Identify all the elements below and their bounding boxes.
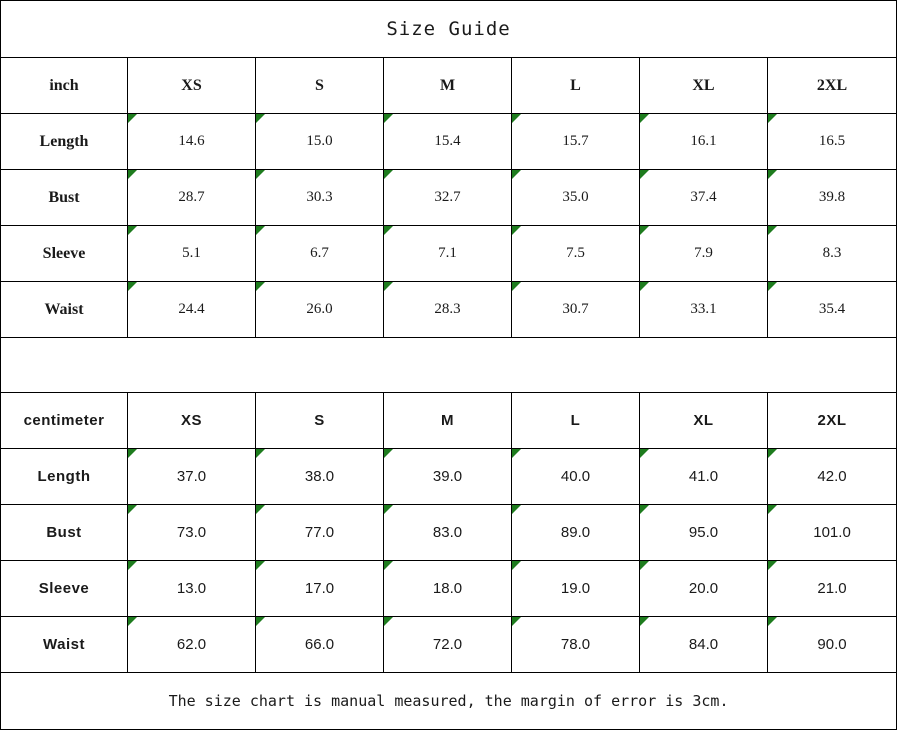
inch-waist-xs-value: 24.4 xyxy=(178,301,205,317)
cm-bust-m-cell xyxy=(384,505,512,561)
cell-flag-triangle-icon xyxy=(256,226,265,235)
cm-waist-xs-cell xyxy=(128,617,256,673)
cm-length-label: Length xyxy=(1,449,128,505)
measurement-note: The size chart is manual measured, the margin of error is 3cm. xyxy=(1,673,897,730)
cell-flag-triangle-icon xyxy=(512,226,521,235)
inch-length-row xyxy=(1,114,897,170)
cell-flag-triangle-icon xyxy=(768,561,777,570)
cell-flag-triangle-icon xyxy=(384,505,393,514)
cm-waist-row xyxy=(1,617,897,673)
cell-flag-triangle-icon xyxy=(768,226,777,235)
inch-waist-m-value: 28.3 xyxy=(434,301,461,317)
inch-sleeve-row xyxy=(1,226,897,282)
inch-size-header-l: L xyxy=(512,58,640,114)
cell-flag-triangle-icon xyxy=(512,114,521,123)
cell-flag-triangle-icon xyxy=(384,114,393,123)
cell-flag-triangle-icon xyxy=(640,114,649,123)
inch-sleeve-l-value: 7.5 xyxy=(566,245,585,261)
cell-flag-triangle-icon xyxy=(768,170,777,179)
inch-bust-s-value: 30.3 xyxy=(306,189,333,205)
cell-flag-triangle-icon xyxy=(512,170,521,179)
note-row xyxy=(1,673,897,730)
cell-flag-triangle-icon xyxy=(512,449,521,458)
cell-flag-triangle-icon xyxy=(128,170,137,179)
cell-flag-triangle-icon xyxy=(768,617,777,626)
inch-size-header-2xl: 2XL xyxy=(768,58,897,114)
cell-flag-triangle-icon xyxy=(256,282,265,291)
inch-length-xs-cell xyxy=(128,114,256,170)
cm-waist-l-value: 78.0 xyxy=(560,636,591,653)
inch-length-l-value: 15.7 xyxy=(562,133,589,149)
title-row xyxy=(1,1,897,58)
cell-flag-triangle-icon xyxy=(640,226,649,235)
inch-bust-l-value: 35.0 xyxy=(562,189,589,205)
cm-bust-xl-value: 95.0 xyxy=(688,524,719,541)
cm-size-header-m: M xyxy=(384,393,512,449)
cm-waist-2xl-cell xyxy=(768,617,897,673)
cm-length-l-value: 40.0 xyxy=(560,468,591,485)
inch-sleeve-s-cell xyxy=(256,226,384,282)
cm-size-header-l: L xyxy=(512,393,640,449)
inch-length-m-cell xyxy=(384,114,512,170)
cell-flag-triangle-icon xyxy=(384,226,393,235)
cm-waist-2xl-value: 90.0 xyxy=(817,636,847,653)
cm-size-header-xs: XS xyxy=(128,393,256,449)
cm-sleeve-row xyxy=(1,561,897,617)
cm-length-xs-cell xyxy=(128,449,256,505)
cm-sleeve-xs-cell xyxy=(128,561,256,617)
cm-length-xl-cell xyxy=(640,449,768,505)
cell-flag-triangle-icon xyxy=(256,617,265,626)
cm-waist-label: Waist xyxy=(1,617,128,673)
cm-bust-s-value: 77.0 xyxy=(304,524,335,541)
cm-unit-header: centimeter xyxy=(1,393,128,449)
inch-length-label: Length xyxy=(1,114,128,170)
inch-sleeve-xl-value: 7.9 xyxy=(694,245,713,261)
spacer-row xyxy=(1,338,897,393)
inch-size-header-s: S xyxy=(256,58,384,114)
cell-flag-triangle-icon xyxy=(384,282,393,291)
inch-waist-xl-value: 33.1 xyxy=(690,301,717,317)
cell-flag-triangle-icon xyxy=(128,449,137,458)
cm-sleeve-m-cell xyxy=(384,561,512,617)
cm-length-m-value: 39.0 xyxy=(432,468,463,485)
cell-flag-triangle-icon xyxy=(640,282,649,291)
cm-length-s-value: 38.0 xyxy=(304,468,335,485)
inch-length-2xl-cell xyxy=(768,114,897,170)
cell-flag-triangle-icon xyxy=(256,170,265,179)
cm-bust-s-cell xyxy=(256,505,384,561)
inch-bust-m-value: 32.7 xyxy=(434,189,461,205)
inch-bust-xs-value: 28.7 xyxy=(178,189,205,205)
cm-length-xs-value: 37.0 xyxy=(176,468,207,485)
cm-bust-xs-cell xyxy=(128,505,256,561)
cm-length-xl-value: 41.0 xyxy=(688,468,719,485)
cell-flag-triangle-icon xyxy=(640,617,649,626)
inch-sleeve-xs-cell xyxy=(128,226,256,282)
cm-bust-l-value: 89.0 xyxy=(560,524,591,541)
cell-flag-triangle-icon xyxy=(128,617,137,626)
inch-sleeve-xs-value: 5.1 xyxy=(182,245,201,261)
cm-length-s-cell xyxy=(256,449,384,505)
cm-bust-row xyxy=(1,505,897,561)
cell-flag-triangle-icon xyxy=(384,449,393,458)
cm-length-row xyxy=(1,449,897,505)
cell-flag-triangle-icon xyxy=(384,617,393,626)
cm-sleeve-xl-value: 20.0 xyxy=(688,580,719,597)
inch-bust-2xl-value: 39.8 xyxy=(818,189,846,205)
inch-sleeve-m-cell xyxy=(384,226,512,282)
inch-length-s-value: 15.0 xyxy=(306,133,333,149)
cell-flag-triangle-icon xyxy=(640,170,649,179)
page-title: Size Guide xyxy=(1,1,897,58)
cell-flag-triangle-icon xyxy=(384,561,393,570)
cm-bust-2xl-cell xyxy=(768,505,897,561)
cm-sleeve-l-value: 19.0 xyxy=(560,580,591,597)
cm-waist-xl-value: 84.0 xyxy=(688,636,719,653)
cm-bust-xl-cell xyxy=(640,505,768,561)
inch-length-xs-value: 14.6 xyxy=(178,133,205,149)
cell-flag-triangle-icon xyxy=(512,282,521,291)
cm-length-2xl-cell xyxy=(768,449,897,505)
inch-length-s-cell xyxy=(256,114,384,170)
inch-sleeve-label: Sleeve xyxy=(1,226,128,282)
inch-waist-label: Waist xyxy=(1,282,128,338)
cm-waist-s-cell xyxy=(256,617,384,673)
inch-sleeve-m-value: 7.1 xyxy=(438,245,457,261)
cm-waist-m-cell xyxy=(384,617,512,673)
inch-waist-m-cell xyxy=(384,282,512,338)
cm-size-header-xl: XL xyxy=(640,393,768,449)
cm-sleeve-s-value: 17.0 xyxy=(304,580,335,597)
cm-length-m-cell xyxy=(384,449,512,505)
cell-flag-triangle-icon xyxy=(512,505,521,514)
inch-waist-l-value: 30.7 xyxy=(562,301,589,317)
inch-waist-s-value: 26.0 xyxy=(306,301,333,317)
cell-flag-triangle-icon xyxy=(640,561,649,570)
inch-sleeve-s-value: 6.7 xyxy=(310,245,329,261)
cell-flag-triangle-icon xyxy=(768,114,777,123)
inch-length-m-value: 15.4 xyxy=(434,133,461,149)
cell-flag-triangle-icon xyxy=(128,561,137,570)
cm-sleeve-m-value: 18.0 xyxy=(432,580,463,597)
cm-length-2xl-value: 42.0 xyxy=(817,468,847,485)
cm-sleeve-xl-cell xyxy=(640,561,768,617)
cell-flag-triangle-icon xyxy=(768,282,777,291)
cell-flag-triangle-icon xyxy=(640,449,649,458)
inch-waist-l-cell xyxy=(512,282,640,338)
inch-bust-l-cell xyxy=(512,170,640,226)
cell-flag-triangle-icon xyxy=(256,505,265,514)
inch-size-header-xs: XS xyxy=(128,58,256,114)
inch-bust-2xl-cell xyxy=(768,170,897,226)
cm-sleeve-l-cell xyxy=(512,561,640,617)
inch-waist-row xyxy=(1,282,897,338)
inch-bust-xl-value: 37.4 xyxy=(690,189,717,205)
cm-bust-xs-value: 73.0 xyxy=(176,524,207,541)
inch-waist-2xl-value: 35.4 xyxy=(818,301,846,317)
cm-waist-s-value: 66.0 xyxy=(304,636,335,653)
inch-sleeve-l-cell xyxy=(512,226,640,282)
inch-waist-s-cell xyxy=(256,282,384,338)
inch-bust-m-cell xyxy=(384,170,512,226)
inch-bust-s-cell xyxy=(256,170,384,226)
inch-length-xl-value: 16.1 xyxy=(690,133,717,149)
cm-waist-m-value: 72.0 xyxy=(432,636,463,653)
cell-flag-triangle-icon xyxy=(512,561,521,570)
inch-length-l-cell xyxy=(512,114,640,170)
cell-flag-triangle-icon xyxy=(128,282,137,291)
cell-flag-triangle-icon xyxy=(128,226,137,235)
cell-flag-triangle-icon xyxy=(384,170,393,179)
cm-waist-xl-cell xyxy=(640,617,768,673)
cell-flag-triangle-icon xyxy=(640,505,649,514)
cm-waist-l-cell xyxy=(512,617,640,673)
cm-length-l-cell xyxy=(512,449,640,505)
cell-flag-triangle-icon xyxy=(768,505,777,514)
cm-sleeve-label: Sleeve xyxy=(1,561,128,617)
inch-length-xl-cell xyxy=(640,114,768,170)
inch-length-2xl-value: 16.5 xyxy=(818,133,846,149)
cm-bust-2xl-value: 101.0 xyxy=(813,524,851,541)
inch-bust-xl-cell xyxy=(640,170,768,226)
cell-flag-triangle-icon xyxy=(256,449,265,458)
inch-size-header-m: M xyxy=(384,58,512,114)
cm-sleeve-2xl-value: 21.0 xyxy=(817,580,847,597)
cm-size-header-2xl: 2XL xyxy=(768,393,897,449)
spacer-cell xyxy=(1,338,897,393)
cell-flag-triangle-icon xyxy=(512,617,521,626)
inch-bust-label: Bust xyxy=(1,170,128,226)
cell-flag-triangle-icon xyxy=(768,449,777,458)
inch-sleeve-2xl-value: 8.3 xyxy=(822,245,842,261)
cm-sleeve-xs-value: 13.0 xyxy=(176,580,207,597)
inch-unit-header: inch xyxy=(1,58,128,114)
cm-header-row xyxy=(1,393,897,449)
cm-sleeve-2xl-cell xyxy=(768,561,897,617)
cell-flag-triangle-icon xyxy=(256,114,265,123)
cm-waist-xs-value: 62.0 xyxy=(176,636,207,653)
cm-bust-label: Bust xyxy=(1,505,128,561)
cm-bust-l-cell xyxy=(512,505,640,561)
cm-size-header-s: S xyxy=(256,393,384,449)
cell-flag-triangle-icon xyxy=(128,114,137,123)
inch-header-row xyxy=(1,58,897,114)
inch-bust-xs-cell xyxy=(128,170,256,226)
inch-waist-2xl-cell xyxy=(768,282,897,338)
cm-bust-m-value: 83.0 xyxy=(432,524,463,541)
inch-sleeve-xl-cell xyxy=(640,226,768,282)
inch-waist-xl-cell xyxy=(640,282,768,338)
inch-sleeve-2xl-cell xyxy=(768,226,897,282)
cell-flag-triangle-icon xyxy=(256,561,265,570)
inch-size-header-xl: XL xyxy=(640,58,768,114)
cell-flag-triangle-icon xyxy=(128,505,137,514)
inch-bust-row xyxy=(1,170,897,226)
inch-waist-xs-cell xyxy=(128,282,256,338)
cm-sleeve-s-cell xyxy=(256,561,384,617)
